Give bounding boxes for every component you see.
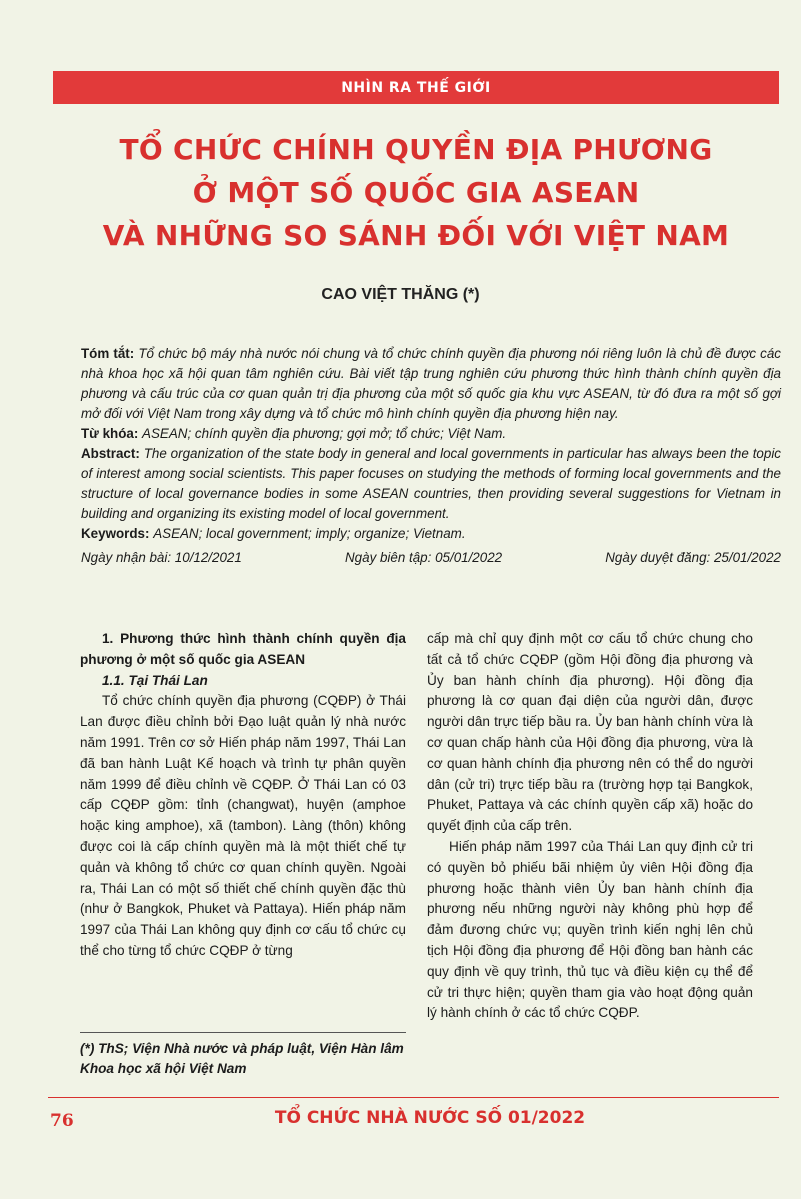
abstract-label: Abstract:	[81, 446, 140, 461]
author-footnote: (*) ThS; Viện Nhà nước và pháp luật, Viện Hàn lâm Khoa học xã hội Việt Nam	[80, 1032, 406, 1079]
title-line-3: VÀ NHỮNG SO SÁNH ĐỐI VỚI VIỆT NAM	[102, 219, 730, 252]
title-line-1: TỔ CHỨC CHÍNH QUYỀN ĐỊA PHƯƠNG	[119, 133, 713, 166]
footer-divider	[48, 1097, 779, 1098]
body-paragraph: Hiến pháp năm 1997 của Thái Lan quy định cử tri có quyền bỏ phiếu bãi nhiệm ủy viên Hội đồng địa phương hoặc thành viên Ủy ban hành chính địa phương nếu những người này không phù hợp để đảm đương chức vụ; quyền trình kiến nghị lên chủ tịch Hội đồng địa phương để Hội đồng ban hành các quy định về quy trình, thủ tục và điều kiện cụ thể để cử tri thực hiện; quyền tham gia vào hoạt động quản lý hành chính ở các tổ chức CQĐP.	[427, 838, 753, 1021]
abstract-block	[81, 344, 781, 568]
tukhoa-paragraph	[81, 424, 781, 444]
subsection-heading: 1.1. Tại Thái Lan	[102, 672, 208, 688]
page-number: 76	[50, 1111, 74, 1131]
title-line-2: Ở MỘT SỐ QUỐC GIA ASEAN	[192, 176, 640, 209]
date-edited: Ngày biên tập: 05/01/2022	[345, 550, 503, 565]
section-heading: 1. Phương thức hình thành chính quyền địa phương ở một số quốc gia ASEAN	[80, 631, 406, 667]
body-paragraph: Tổ chức chính quyền địa phương (CQĐP) ở Thái Lan được điều chỉnh bởi Đạo luật quản lý nhà nước năm 1991. Trên cơ sở Hiến pháp năm 1997, Thái Lan đã ban hành Luật Kế hoạch và trình tự phân quyền năm 1999 để điều chỉnh về CQĐP. Ở Thái Lan có 03 cấp CQĐP gồm: tỉnh (changwat), huyện (amphoe hoặc king amphoe), xã (tambon). Làng (thôn) không được coi là cấp chính quyền mà là một thiết chế tự quản và không tổ chức cơ quan chính quyền. Ngoài ra, Thái Lan có một số thiết chế chính quyền đặc thù (như ở Bangkok, Phuket và Pattaya). Hiến pháp năm 1997 của Thái Lan không quy định cơ cấu tổ chức cụ thể cho từng tổ chức CQĐP ở từng	[80, 693, 406, 958]
abstract-text: The organization of the state body in general and local governments in particular has always been the topic of interest among social scientists. This paper focuses on studying the methods of forming local governments and the structure of local governance bodies in some ASEAN countries, then providing several suggestions for Vietnam in building and organizing its existing model of local government.	[81, 446, 781, 521]
article-title	[60, 128, 772, 257]
body-column-right	[427, 629, 753, 1024]
date-received: Ngày nhận bài: 10/12/2021	[81, 550, 242, 565]
article-dates	[81, 548, 781, 568]
body-column-left	[80, 629, 406, 962]
journal-name: TỔ CHỨC NHÀ NƯỚC SỐ 01/2022	[274, 1108, 586, 1128]
tukhoa-label: Từ khóa:	[81, 426, 139, 441]
tomtat-text: Tổ chức bộ máy nhà nước nói chung và tổ chức chính quyền địa phương nói riêng luôn là chủ đề được các nhà khoa học xã hội quan tâm nghiên cứu. Bài viết tập trung nghiên cứu phương thức hình thành chính quyền địa phương và cấu trúc của cơ quan quản trị địa phương của một số quốc gia khu vực ASEAN, từ đó đưa ra một số gợi mở đối với Việt Nam trong xây dựng và tổ chức mô hình chính quyền địa phương hiện nay.	[81, 346, 781, 421]
keywords-label: Keywords:	[81, 526, 150, 541]
section-label: NHÌN RA THẾ GIỚI	[341, 79, 491, 96]
abstract-paragraph	[81, 444, 781, 524]
date-approved: Ngày duyệt đăng: 25/01/2022	[605, 550, 781, 565]
tomtat-paragraph	[81, 344, 781, 424]
section-banner	[53, 71, 779, 104]
author-name: CAO VIỆT THĂNG (*)	[321, 286, 480, 303]
body-paragraph: cấp mà chỉ quy định một cơ cấu tổ chức chung cho tất cả tổ chức CQĐP (gồm Hội đồng địa phương và Ủy ban hành chính địa phương). Hội đồng địa phương là cơ quan đại diện của người dân, được người dân trực tiếp bầu ra. Ủy ban hành chính vừa là cơ quan chấp hành của Hội đồng địa phương, vừa là cơ quan hành chính địa phương nên có thể do người dân (cử tri) trực tiếp bầu ra (trường hợp tại Bangkok, Phuket, Pattaya và các chính quyền cấp xã) hoặc do quyết định của cấp trên.	[427, 631, 753, 834]
keywords-paragraph	[81, 524, 781, 544]
tomtat-label: Tóm tắt:	[81, 346, 135, 361]
keywords-text: ASEAN; local government; imply; organize; Vietnam.	[153, 526, 466, 541]
tukhoa-text: ASEAN; chính quyền địa phương; gợi mở; tổ chức; Việt Nam.	[142, 426, 507, 441]
